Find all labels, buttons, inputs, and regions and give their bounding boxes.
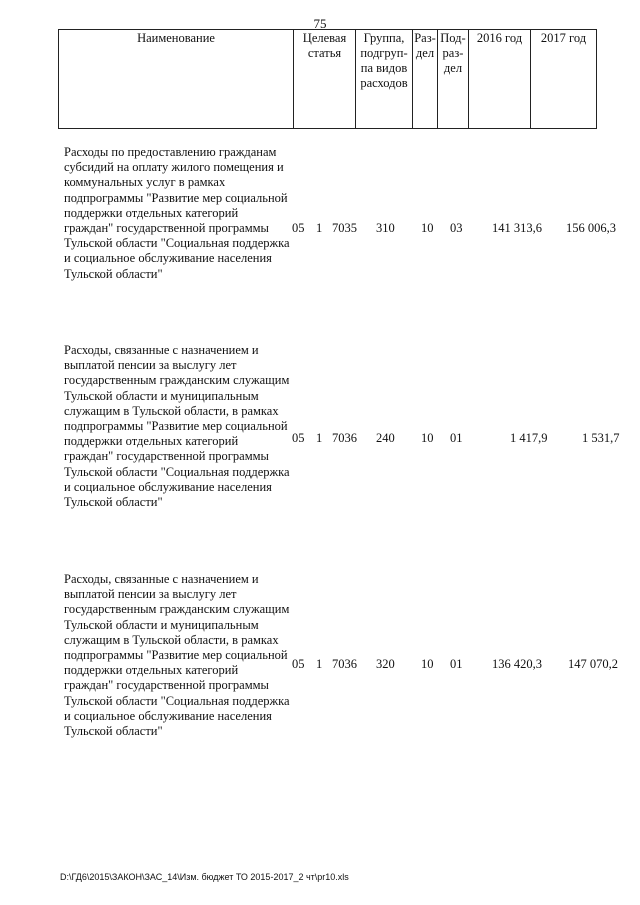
row-section: 10 [421,431,434,445]
row-section: 10 [421,221,434,235]
table-header [58,29,597,129]
row-name: Расходы по предоставлению гражданам субсидий на оплату жилого помещения и коммунальных услуг в рамках подпрограммы "Развитие мер социальной поддержки отдельных категорий граждан" государственной программы Тульской области "Социальная поддержка и социальное обслуживание населения Тульской области" [64,145,290,281]
row-group: 310 [376,221,395,235]
row-name: Расходы, связанные с назначением и выплатой пенсии за выслугу лет государственным гражданским служащим Тульской области и муниципальным служащим в Тульской области, в рамках подпрограммы "Развитие мер социальной поддержки отдельных категорий граждан" государственной программы Тульской области "Социальная поддержка и социальное обслуживание населения Тульской области" [64,572,290,739]
header-name: Наименование [59,30,294,129]
row-group: 320 [376,657,395,671]
row-group: 240 [376,431,395,445]
row-2017: 147 070,2 [568,657,618,671]
row-ts-subprogram: 1 [316,431,323,445]
row-ts-program: 05 [292,221,305,235]
header-section: Раз- дел [413,30,438,129]
row-subsection: 01 [450,431,463,445]
row-subsection: 01 [450,657,463,671]
header-target-article: Целевая статья [294,30,356,129]
row-ts-subprogram: 1 [316,221,323,235]
page-number: 75 [313,16,327,31]
header-group: Группа, подгруп- па видов расходов [356,30,413,129]
row-subsection: 03 [450,221,463,235]
file-path-footer: D:\ГД6\2015\ЗАКОН\ЗАС_14\Изм. бюджет ТО 2015-2017_2 чт\pr10.xls [60,872,349,882]
row-ts-program: 05 [292,657,305,671]
header-2016: 2016 год [469,30,531,129]
header-2017: 2017 год [531,30,597,129]
row-ts-code: 7036 [332,657,357,671]
row-ts-code: 7036 [332,431,357,445]
row-name: Расходы, связанные с назначением и выплатой пенсии за выслугу лет государственным гражданским служащим Тульской области и муниципальным служащим в Тульской области, в рамках подпрограммы "Развитие мер социальной поддержки отдельных категорий граждан" государственной программы Тульской области "Социальная поддержка и социальное обслуживание населения Тульской области" [64,343,290,510]
row-2016: 1 417,9 [510,431,548,445]
header-subsection: Под- раз- дел [438,30,469,129]
row-section: 10 [421,657,434,671]
row-ts-program: 05 [292,431,305,445]
row-2016: 136 420,3 [492,657,542,671]
row-ts-code: 7035 [332,221,357,235]
row-2017: 1 531,7 [582,431,620,445]
row-2016: 141 313,6 [492,221,542,235]
row-ts-subprogram: 1 [316,657,323,671]
row-2017: 156 006,3 [566,221,616,235]
